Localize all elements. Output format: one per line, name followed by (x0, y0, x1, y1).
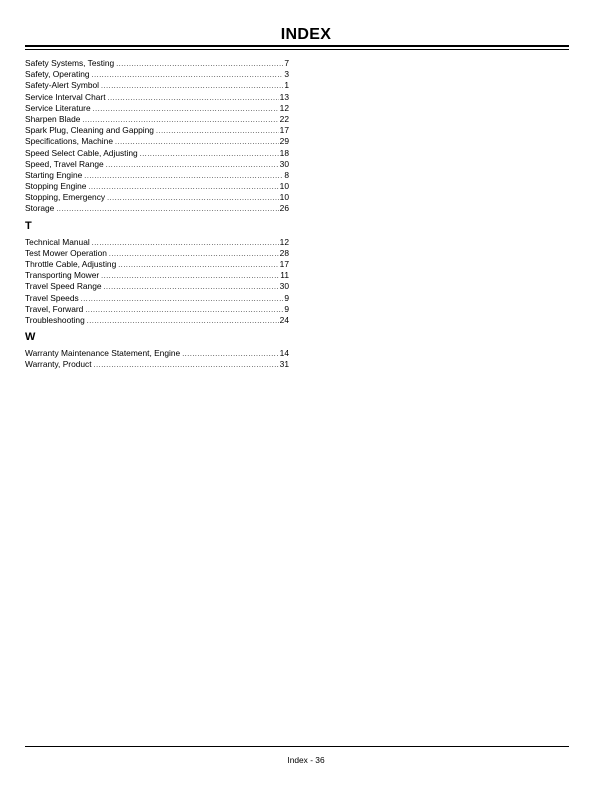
index-entry-page: 30 (279, 158, 289, 169)
index-entry (25, 114, 289, 125)
index-entry-page: 1 (284, 80, 289, 91)
index-entry-page: 30 (279, 281, 289, 292)
index-entry-page: 13 (279, 91, 289, 102)
index-entry (25, 92, 289, 103)
index-entry (25, 192, 289, 203)
dot-leader (101, 271, 279, 282)
index-entry-page: 10 (279, 192, 289, 203)
index-entry-page: 12 (279, 102, 289, 113)
dot-leader (104, 282, 279, 293)
index-entry-text: Specifications, Machine (25, 136, 113, 147)
index-entry (25, 237, 289, 248)
dot-leader (56, 204, 278, 215)
index-entry-text: Warranty Maintenance Statement, Engine (25, 348, 181, 359)
index-entry-text: Speed, Travel Range (25, 158, 104, 169)
index-entry-text: Spark Plug, Cleaning and Gapping (25, 125, 154, 136)
dot-leader (156, 126, 279, 137)
index-entry-page: 9 (284, 303, 289, 314)
index-entry (25, 159, 289, 170)
index-entry (25, 58, 289, 69)
index-entry-page: 3 (284, 69, 289, 80)
index-entry-text: Speed Select Cable, Adjusting (25, 147, 138, 158)
header-rule (25, 45, 569, 50)
index-entry (25, 270, 289, 281)
index-entry (25, 248, 289, 259)
index-entry-text: Travel Speed Range (25, 281, 102, 292)
index-entry-text: Service Literature (25, 102, 91, 113)
index-letter-heading: T (25, 219, 32, 232)
dot-leader (85, 305, 283, 316)
index-entry-page: 24 (279, 314, 289, 325)
dot-leader (182, 349, 278, 360)
index-entry-page: 11 (280, 270, 289, 281)
dot-leader (92, 238, 279, 249)
dot-leader (108, 93, 279, 104)
index-entry-text: Warranty, Product (25, 359, 92, 370)
dot-leader (87, 316, 279, 327)
index-entry-page: 17 (279, 259, 289, 269)
index-entry (25, 136, 289, 147)
index-entry-page: 17 (279, 125, 289, 136)
index-entry-page: 22 (279, 113, 289, 124)
index-entry-text: Service Interval Chart (25, 91, 106, 102)
index-entry-text: Safety-Alert Symbol (25, 80, 100, 91)
index-entry (25, 315, 289, 326)
dot-leader (81, 294, 284, 305)
index-entry (25, 203, 289, 214)
dot-leader (109, 249, 279, 260)
index-entry-page: 8 (284, 169, 289, 180)
index-entry-text: Sharpen Blade (25, 113, 81, 124)
index-entry-page: 29 (279, 136, 289, 147)
dot-leader (106, 160, 279, 171)
index-entry-text: Stopping, Emergency (25, 192, 106, 203)
dot-leader (101, 81, 283, 92)
index-entry-text: Stopping Engine (25, 181, 87, 192)
index-entry-text: Throttle Cable, Adjusting (25, 259, 117, 269)
index-entry-page: 18 (279, 147, 289, 158)
index-entry (25, 69, 289, 80)
index-entry (25, 103, 289, 114)
index-entry-text: Safety Systems, Testing (25, 58, 115, 68)
page-title: INDEX (280, 26, 332, 43)
dot-leader (118, 260, 278, 271)
index-entry-page: 10 (279, 181, 289, 192)
index-entry-text: Safety, Operating (25, 69, 90, 80)
index-entry-page: 12 (279, 236, 289, 247)
index-entry-page: 14 (279, 348, 289, 359)
index-entry (25, 359, 289, 370)
index-entry-text: Starting Engine (25, 169, 83, 180)
index-entry-text: Travel, Forward (25, 303, 84, 314)
index-entry (25, 170, 289, 181)
dot-leader (88, 182, 278, 193)
index-entry-page: 26 (279, 203, 289, 214)
index-entry (25, 80, 289, 91)
index-entry (25, 348, 289, 359)
index-entry-page: 9 (284, 292, 289, 303)
index-entry-page: 31 (279, 359, 289, 370)
dot-leader (140, 149, 279, 160)
footer-rule (25, 746, 569, 747)
index-entry-text: Storage (25, 203, 55, 214)
index-entry-text: Transporting Mower (25, 270, 100, 281)
dot-leader (107, 193, 279, 204)
dot-leader (94, 360, 279, 371)
index-entry-text: Travel Speeds (25, 292, 79, 303)
index-entry (25, 293, 289, 304)
index-entry-page: 7 (284, 58, 289, 68)
index-entry-page: 28 (279, 247, 289, 258)
index-entry (25, 281, 289, 292)
dot-leader (116, 59, 283, 70)
index-column (25, 58, 289, 371)
index-entry (25, 148, 289, 159)
index-letter-heading: W (25, 331, 36, 344)
index-entry (25, 181, 289, 192)
dot-leader (93, 104, 279, 115)
dot-leader (84, 171, 283, 182)
dot-leader (92, 70, 284, 81)
index-entry (25, 125, 289, 136)
index-entry-text: Technical Manual (25, 236, 90, 247)
index-entry (25, 304, 289, 315)
page-number: Index - 36 (287, 755, 325, 765)
index-entry-text: Troubleshooting (25, 314, 85, 325)
index-entry (25, 259, 289, 270)
index-entry-text: Test Mower Operation (25, 247, 107, 258)
